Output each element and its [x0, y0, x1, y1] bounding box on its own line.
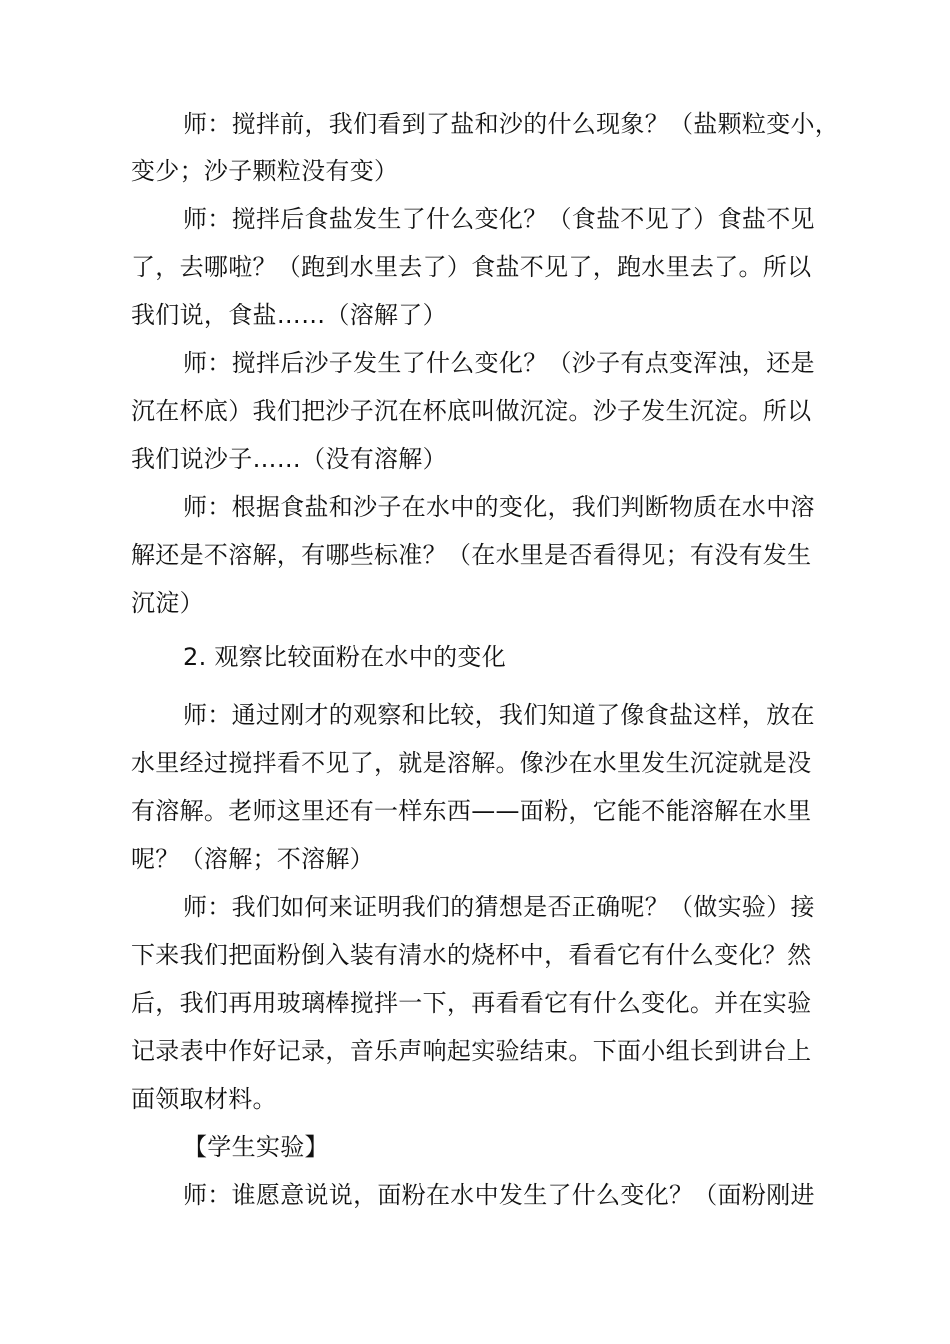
text-line: 呢？（溶解；不溶解） — [131, 845, 374, 873]
text-line: 师：搅拌后沙子发生了什么变化？（沙子有点变浑浊，还是 — [183, 349, 815, 377]
text-line: 师：谁愿意说说，面粉在水中发生了什么变化？（面粉刚进 — [183, 1181, 815, 1209]
text-line: 记录表中作好记录，音乐声响起实验结束。下面小组长到讲台上 — [131, 1037, 812, 1065]
text-line: 了，去哪啦？（跑到水里去了）食盐不见了，跑水里去了。所以 — [131, 253, 812, 281]
text-line: 师：根据食盐和沙子在水中的变化，我们判断物质在水中溶 — [183, 493, 815, 521]
section-heading: 2. 观察比较面粉在水中的变化 — [183, 643, 507, 671]
text-line: 解还是不溶解，有哪些标准？（在水里是否看得见；有没有发生 — [131, 541, 812, 569]
text-line: 我们说，食盐……（溶解了） — [131, 301, 447, 329]
text-line: 沉在杯底）我们把沙子沉在杯底叫做沉淀。沙子发生沉淀。所以 — [131, 397, 812, 425]
text-line: 水里经过搅拌看不见了，就是溶解。像沙在水里发生沉淀就是没 — [131, 749, 812, 777]
text-line: 师：通过刚才的观察和比较，我们知道了像食盐这样，放在 — [183, 701, 815, 729]
text-line: 面领取材料。 — [131, 1085, 277, 1113]
text-line: 师：搅拌前，我们看到了盐和沙的什么现象？（盐颗粒变小， — [183, 110, 840, 138]
activity-label: 【学生实验】 — [183, 1133, 329, 1161]
text-line: 沉淀） — [131, 589, 204, 617]
text-line: 变少；沙子颗粒没有变） — [131, 157, 399, 185]
text-line: 我们说沙子……（没有溶解） — [131, 445, 447, 473]
text-line: 有溶解。老师这里还有一样东西——面粉，它能不能溶解在水里 — [131, 797, 812, 825]
text-line: 后，我们再用玻璃棒搅拌一下，再看看它有什么变化。并在实验 — [131, 989, 812, 1017]
text-line: 师：搅拌后食盐发生了什么变化？（食盐不见了）食盐不见 — [183, 205, 815, 233]
text-line: 师：我们如何来证明我们的猜想是否正确呢？（做实验）接 — [183, 893, 815, 921]
text-line: 下来我们把面粉倒入装有清水的烧杯中，看看它有什么变化？然 — [131, 941, 812, 969]
